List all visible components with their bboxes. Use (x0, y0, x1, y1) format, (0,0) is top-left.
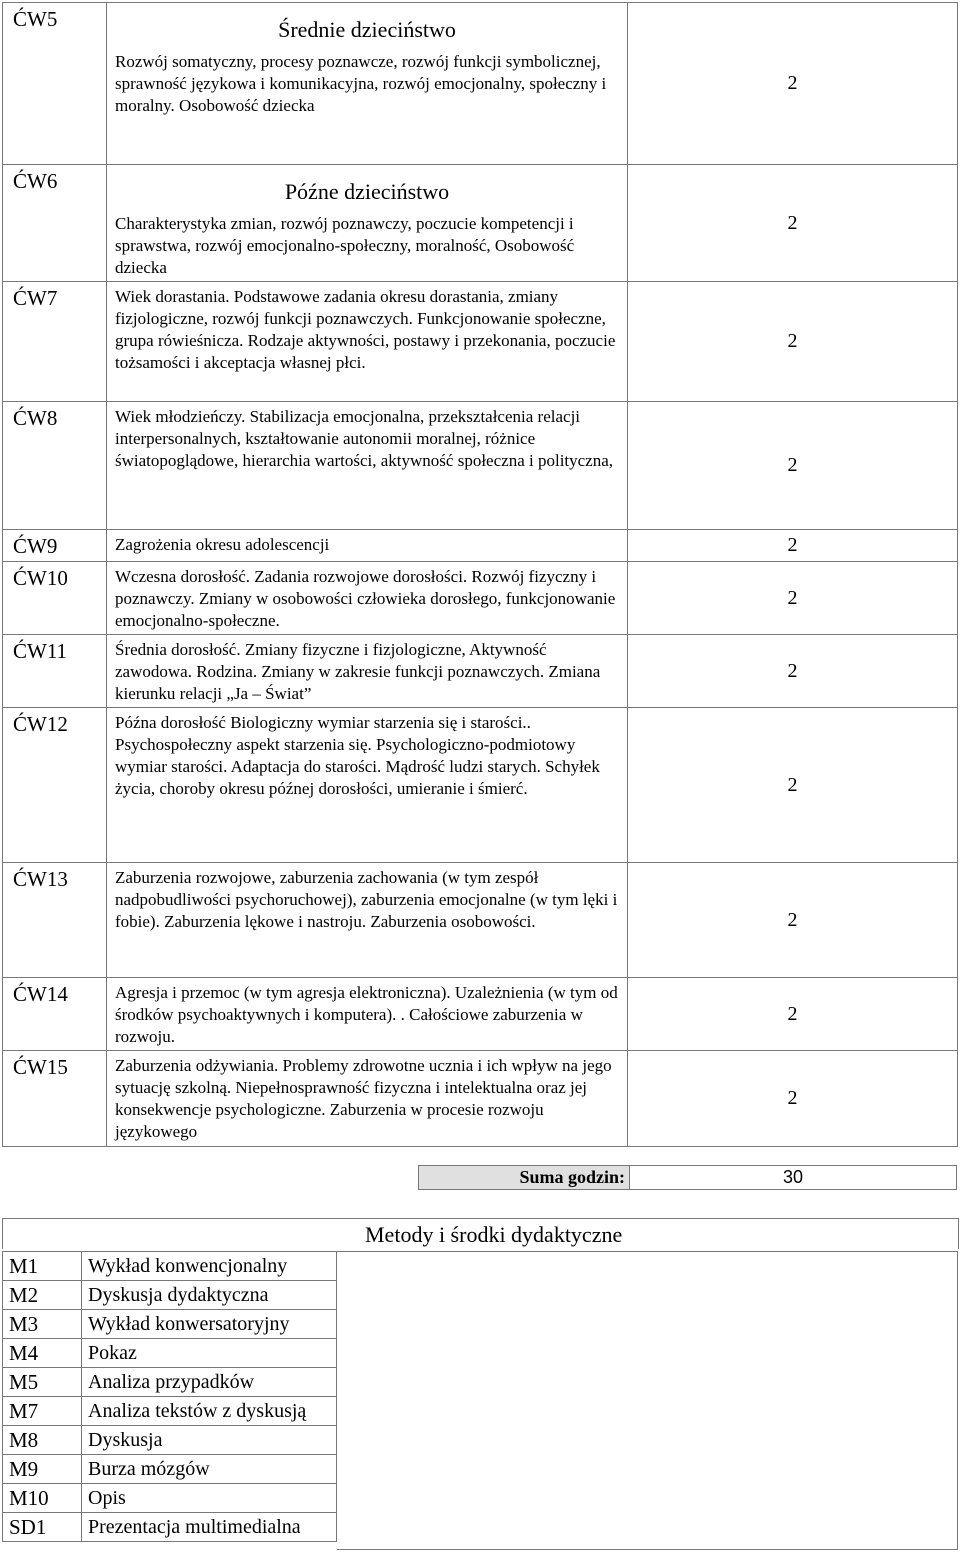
method-code: M9 (3, 1455, 82, 1484)
lesson-content (107, 3, 628, 165)
lesson-hours: 2 (628, 708, 958, 863)
lesson-code: ĆW6 (3, 165, 107, 282)
method-name: Analiza przypadków (82, 1368, 337, 1397)
method-row (3, 1484, 337, 1513)
lesson-row (3, 1051, 958, 1147)
lesson-content (107, 562, 628, 635)
lesson-row (3, 402, 958, 530)
lesson-code: ĆW10 (3, 562, 107, 635)
method-row (3, 1368, 337, 1397)
lesson-hours: 2 (628, 1051, 958, 1147)
method-name: Wykład konwersatoryjny (82, 1310, 337, 1339)
lesson-code: ĆW14 (3, 978, 107, 1051)
lesson-row (3, 635, 958, 708)
methods-right-area (337, 1251, 958, 1550)
lesson-hours: 2 (628, 863, 958, 978)
lesson-heading: Późne dzieciństwo (284, 179, 450, 204)
method-row (3, 1339, 337, 1368)
lesson-row (3, 863, 958, 978)
lesson-row (3, 562, 958, 635)
lesson-description: Wiek młodzieńczy. Stabilizacja emocjonalna, przekształcenia relacji interpersonalnych, kształtowanie autonomii moralnej, różnice światopoglądowe, hierarchia wartości, aktywność społeczna i polityczna, (115, 407, 614, 470)
method-code: M4 (3, 1339, 82, 1368)
lesson-description: Rozwój somatyczny, procesy poznawcze, rozwój funkcji symbolicznej, sprawność językowa i komunikacyjna, rozwój emocjonalny, społeczny i moralny. Osobowość dziecka (115, 52, 607, 115)
lesson-description: Późna dorosłość Biologiczny wymiar starzenia się i starości.. Psychospołeczny aspekt starzenia się. Psychologiczno-podmiotowy wymiar starości. Adaptacja do starości. Mądrość ludzi starych. Schyłek życia, choroby okresu późnej dorosłości, umieranie i śmierć. (115, 713, 600, 798)
method-code: M10 (3, 1484, 82, 1513)
method-name: Dyskusja dydaktyczna (82, 1281, 337, 1310)
lessons-table (2, 2, 958, 1147)
methods-title: Metody i środki dydaktyczne (365, 1222, 623, 1247)
lesson-code: ĆW9 (3, 530, 107, 562)
lesson-hours: 2 (628, 635, 958, 708)
lesson-row (3, 708, 958, 863)
lesson-row (3, 282, 958, 402)
lesson-code: ĆW8 (3, 402, 107, 530)
lesson-content (107, 863, 628, 978)
lesson-hours: 2 (628, 282, 958, 402)
lesson-content (107, 708, 628, 863)
method-row (3, 1252, 337, 1281)
lesson-hours: 2 (628, 3, 958, 165)
lesson-hours: 2 (628, 165, 958, 282)
lesson-description: Średnia dorosłość. Zmiany fizyczne i fizjologiczne, Aktywność zawodowa. Rodzina. Zmiany w zakresie funkcji poznawczych. Zmiana kierunku relacji „Ja – Świat” (115, 640, 601, 703)
method-row (3, 1513, 337, 1542)
method-name: Analiza tekstów z dyskusją (82, 1397, 337, 1426)
lesson-description: Wiek dorastania. Podstawowe zadania okresu dorastania, zmiany fizjologiczne, rozwój funkcji poznawczych. Funkcjonowanie społeczne, grupa rówieśnicza. Rodzaje aktywności, postawy i przekonania, poczucie tożsamości i akceptacja własnej płci. (115, 287, 616, 372)
lesson-hours: 2 (628, 530, 958, 562)
method-code: M5 (3, 1368, 82, 1397)
lesson-heading: Średnie dzieciństwo (278, 17, 456, 42)
lesson-content (107, 282, 628, 402)
method-name: Pokaz (82, 1339, 337, 1368)
lesson-hours: 2 (628, 978, 958, 1051)
lesson-code: ĆW13 (3, 863, 107, 978)
lesson-description: Zaburzenia rozwojowe, zaburzenia zachowania (w tym zespół nadpobudliwości psychoruchowej), zaburzenia emocjonalne (w tym lęki i fobie). Zaburzenia lękowe i nastroju. Zaburzenia osobowości. (115, 868, 618, 931)
lesson-row (3, 3, 958, 165)
method-row (3, 1281, 337, 1310)
hours-summary (418, 1165, 957, 1190)
lesson-description: Zagrożenia okresu adolescencji (115, 535, 330, 554)
method-code: M2 (3, 1281, 82, 1310)
method-row (3, 1426, 337, 1455)
lesson-row (3, 530, 958, 562)
lesson-code: ĆW5 (3, 3, 107, 165)
method-row (3, 1397, 337, 1426)
lesson-row (3, 978, 958, 1051)
lesson-row (3, 165, 958, 282)
lesson-hours: 2 (628, 562, 958, 635)
methods-table (2, 1251, 337, 1542)
method-name: Dyskusja (82, 1426, 337, 1455)
lesson-description: Agresja i przemoc (w tym agresja elektroniczna). Uzależnienia (w tym od środków psychoaktywnych i komputera). . Całościowe zaburzenia w rozwoju. (115, 983, 618, 1046)
lesson-content (107, 635, 628, 708)
lesson-description: Zaburzenia odżywiania. Problemy zdrowotne ucznia i ich wpływ na jego sytuację szkolną. Niepełnosprawność fizyczna i intelektualna oraz jej konsekwencje psychologiczne. Zaburzenia w procesie rozwoju językowego (115, 1056, 612, 1141)
lesson-content (107, 1051, 628, 1147)
method-name: Prezentacja multimedialna (82, 1513, 337, 1542)
method-code: M8 (3, 1426, 82, 1455)
method-name: Opis (82, 1484, 337, 1513)
hours-summary-value: 30 (629, 1166, 956, 1189)
method-name: Wykład konwencjonalny (82, 1252, 337, 1281)
lesson-content (107, 978, 628, 1051)
lesson-description: Charakterystyka zmian, rozwój poznawczy, poczucie kompetencji i sprawstwa, rozwój emocjonalno-społeczny, moralność, Osobowość dziecka (115, 214, 575, 277)
lesson-code: ĆW11 (3, 635, 107, 708)
lesson-code: ĆW12 (3, 708, 107, 863)
lesson-content (107, 165, 628, 282)
lesson-content (107, 530, 628, 562)
lesson-code: ĆW7 (3, 282, 107, 402)
lesson-hours: 2 (628, 402, 958, 530)
lesson-content (107, 402, 628, 530)
hours-summary-label: Suma godzin: (419, 1166, 629, 1189)
method-row (3, 1455, 337, 1484)
lesson-description: Wczesna dorosłość. Zadania rozwojowe dorosłości. Rozwój fizyczny i poznawczy. Zmiany w osobowości człowieka dorosłego, funkcjonowanie emocjonalno-społeczne. (115, 567, 616, 630)
method-code: M1 (3, 1252, 82, 1281)
method-name: Burza mózgów (82, 1455, 337, 1484)
lesson-code: ĆW15 (3, 1051, 107, 1147)
method-code: M7 (3, 1397, 82, 1426)
method-code: M3 (3, 1310, 82, 1339)
method-code: SD1 (3, 1513, 82, 1542)
method-row (3, 1310, 337, 1339)
